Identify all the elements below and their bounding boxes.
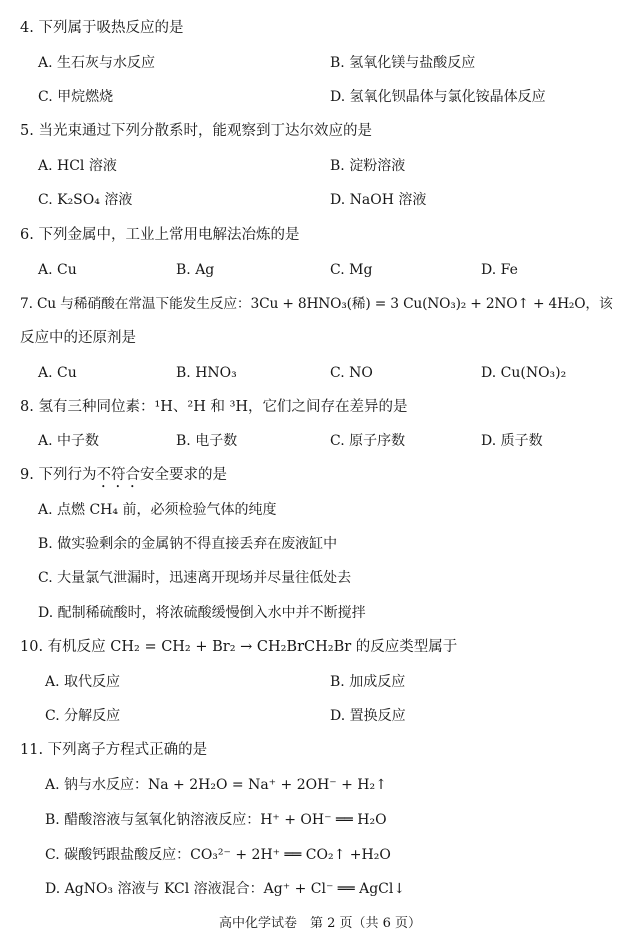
question-8-option-d: D. 质子数 bbox=[481, 433, 543, 449]
question-10-option-d: D. 置换反应 bbox=[330, 708, 406, 724]
question-11-option-a: A. 钠与水反应：Na + 2H₂O = Na⁺ + 2OH⁻ + H₂↑ bbox=[45, 777, 387, 793]
question-11-option-d: D. AgNO₃ 溶液与 KCl 溶液混合：Ag⁺ + Cl⁻ ══ AgCl↓ bbox=[45, 881, 406, 897]
question-10-option-b: B. 加成反应 bbox=[330, 674, 406, 690]
question-7-option-b: B. HNO₃ bbox=[176, 365, 237, 381]
question-5-option-a: A. HCl 溶液 bbox=[38, 158, 117, 174]
question-7-option-c: C. NO bbox=[330, 365, 373, 381]
question-11-option-b: B. 醋酸溶液与氢氧化钠溶液反应：H⁺ + OH⁻ ══ H₂O bbox=[45, 812, 387, 828]
question-8-option-c: C. 原子序数 bbox=[330, 433, 406, 449]
question-7-stem-line2: 反应中的还原剂是 bbox=[20, 330, 136, 346]
question-5-option-b: B. 淀粉溶液 bbox=[330, 158, 406, 174]
question-8-stem: 8. 氢有三种同位素：¹H、²H 和 ³H，它们之间存在差异的是 bbox=[20, 399, 408, 415]
page-footer: 高中化学试卷 第 2 页（共 6 页） bbox=[218, 916, 422, 931]
question-9-stem-prefix: 9. 下列行为 bbox=[20, 467, 97, 483]
question-7-stem-line1: 7. Cu 与稀硝酸在常温下能发生反应：3Cu + 8HNO₃(稀) = 3 Cu(NO₃)₂ + 2NO↑ + 4H₂O，该 bbox=[20, 296, 613, 312]
question-5-stem: 5. 当光束通过下列分散系时，能观察到丁达尔效应的是 bbox=[20, 123, 372, 139]
question-6-option-a: A. Cu bbox=[38, 262, 77, 278]
question-4-stem: 4. 下列属于吸热反应的是 bbox=[20, 20, 184, 36]
question-9-option-d: D. 配制稀硫酸时，将浓硫酸缓慢倒入水中并不断搅拌 bbox=[38, 605, 366, 621]
question-8-option-b: B. 电子数 bbox=[176, 433, 238, 449]
question-10-option-c: C. 分解反应 bbox=[45, 708, 121, 724]
question-6-option-d: D. Fe bbox=[481, 262, 518, 278]
question-9-stem-suffix: 安全要求的是 bbox=[139, 467, 227, 483]
question-9-emphasis: 不符合 bbox=[96, 467, 140, 483]
question-7-option-a: A. Cu bbox=[38, 365, 77, 381]
question-9-option-a: A. 点燃 CH₄ 前，必须检验气体的纯度 bbox=[38, 502, 277, 518]
question-5-option-d: D. NaOH 溶液 bbox=[330, 192, 427, 208]
question-4-option-b: B. 氢氧化镁与盐酸反应 bbox=[330, 55, 476, 71]
question-10-option-a: A. 取代反应 bbox=[45, 674, 121, 690]
question-11-stem: 11. 下列离子方程式正确的是 bbox=[20, 742, 208, 758]
question-6-option-c: C. Mg bbox=[330, 262, 373, 278]
question-6-option-b: B. Ag bbox=[176, 262, 215, 278]
question-10-stem: 10. 有机反应 CH₂ = CH₂ + Br₂ → CH₂BrCH₂Br 的反应类型属于 bbox=[20, 639, 458, 655]
question-4-option-a: A. 生石灰与水反应 bbox=[38, 55, 156, 71]
question-9-option-c: C. 大量氯气泄漏时，迅速离开现场并尽量往低处去 bbox=[38, 570, 352, 586]
question-8-option-a: A. 中子数 bbox=[38, 433, 100, 449]
question-7-option-d: D. Cu(NO₃)₂ bbox=[481, 365, 567, 381]
question-6-stem: 6. 下列金属中，工业上常用电解法冶炼的是 bbox=[20, 227, 300, 243]
question-9-stem bbox=[20, 465, 227, 491]
question-11-option-c: C. 碳酸钙跟盐酸反应：CO₃²⁻ + 2H⁺ ══ CO₂↑ +H₂O bbox=[45, 847, 391, 863]
question-9-option-b: B. 做实验剩余的金属钠不得直接丢弃在废液缸中 bbox=[38, 536, 338, 552]
question-5-option-c: C. K₂SO₄ 溶液 bbox=[38, 192, 133, 208]
question-4-option-d: D. 氢氧化钡晶体与氯化铵晶体反应 bbox=[330, 89, 546, 105]
question-4-option-c: C. 甲烷燃烧 bbox=[38, 89, 114, 105]
